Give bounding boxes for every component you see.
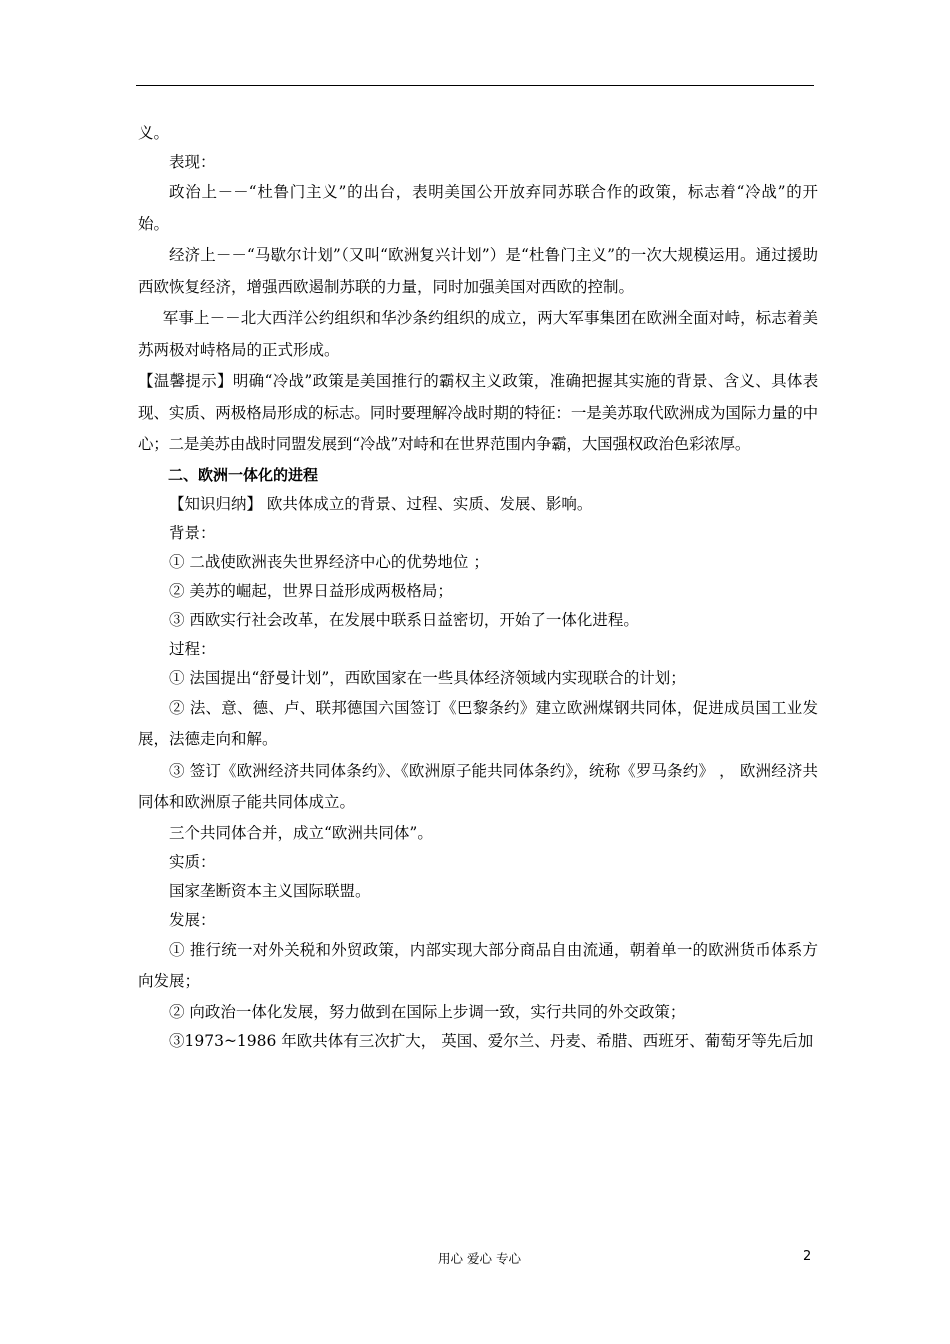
label-process: 过程：	[169, 639, 216, 658]
tip-paragraph: 【温馨提示】明确“冷战”政策是美国推行的霸权主义政策，准确把握其实施的背景、含义、具体表现、实质、两极格局形成的标志。同时要理解冷战时期的特征：一是美苏取代欧洲成为国际力量的中心；二是美苏由战时同盟发展到“冷战”对峙和在世界范围内争霸，大国强权政治色彩浓厚。	[138, 372, 818, 453]
label-development: 发展：	[169, 910, 216, 929]
paragraph-essence: 国家垄断资本主义国际联盟。	[169, 881, 371, 900]
list-item: ② 美苏的崛起，世界日益形成两极格局；	[169, 581, 453, 600]
page-number: 2	[803, 1249, 812, 1264]
label-background: 背景：	[169, 523, 216, 542]
list-item: ③ 西欧实行社会改革，在发展中联系日益密切，开始了一体化进程。	[169, 610, 639, 629]
knowledge-summary: 【知识归纳】 欧共体成立的背景、过程、实质、发展、影响。	[169, 494, 593, 513]
paragraph-political: 政治上－－“杜鲁门主义”的出台，表明美国公开放弃同苏联合作的政策，标志着“冷战”的开始。	[138, 183, 818, 233]
footer-text: 用心 爱心 专心	[438, 1251, 521, 1266]
list-item: ③ 签订《欧洲经济共同体条约》、《欧洲原子能共同体条约》，统称《罗马条约》 ， 欧洲经济共同体和欧洲原子能共同体成立。	[138, 761, 818, 811]
list-item: ① 法国提出“舒曼计划”，西欧国家在一些具体经济领域内实现联合的计划；	[169, 668, 686, 687]
section-heading: 二、欧洲一体化的进程	[168, 465, 319, 484]
header-rule	[136, 85, 814, 86]
list-item: ① 二战使欧洲丧失世界经济中心的优势地位 ；	[169, 552, 489, 571]
label-essence: 实质：	[169, 852, 216, 871]
label-manifestation: 表现：	[169, 153, 216, 171]
list-item: ① 推行统一对外关税和外贸政策，内部实现大部分商品自由流通，朝着单一的欧洲货币体系方向发展；	[138, 940, 818, 990]
list-item: ③1973~1986 年欧共体有三次扩大， 英国、爱尔兰、丹麦、希腊、西班牙、葡萄牙等先后加	[169, 1031, 814, 1050]
paragraph-military: 军事上－－北大西洋公约组织和华沙条约组织的成立，两大军事集团在欧洲全面对峙，标志着美苏两极对峙格局的正式形成。	[138, 309, 818, 359]
list-item: ② 法、意、德、卢、联邦德国六国签订《巴黎条约》建立欧洲煤钢共同体，促进成员国工业发展，法德走向和解。	[138, 698, 818, 748]
paragraph-continuation: 义。	[138, 124, 170, 142]
paragraph-merge: 三个共同体合并，成立“欧洲共同体”。	[169, 823, 433, 842]
list-item: ② 向政治一体化发展，努力做到在国际上步调一致，实行共同的外交政策；	[169, 1002, 686, 1021]
paragraph-economic: 经济上－－“马歇尔计划”（又叫“欧洲复兴计划”）是“杜鲁门主义”的一次大规模运用。通过援助西欧恢复经济，增强西欧遏制苏联的力量，同时加强美国对西欧的控制。	[138, 246, 818, 296]
page-body	[138, 119, 818, 1056]
